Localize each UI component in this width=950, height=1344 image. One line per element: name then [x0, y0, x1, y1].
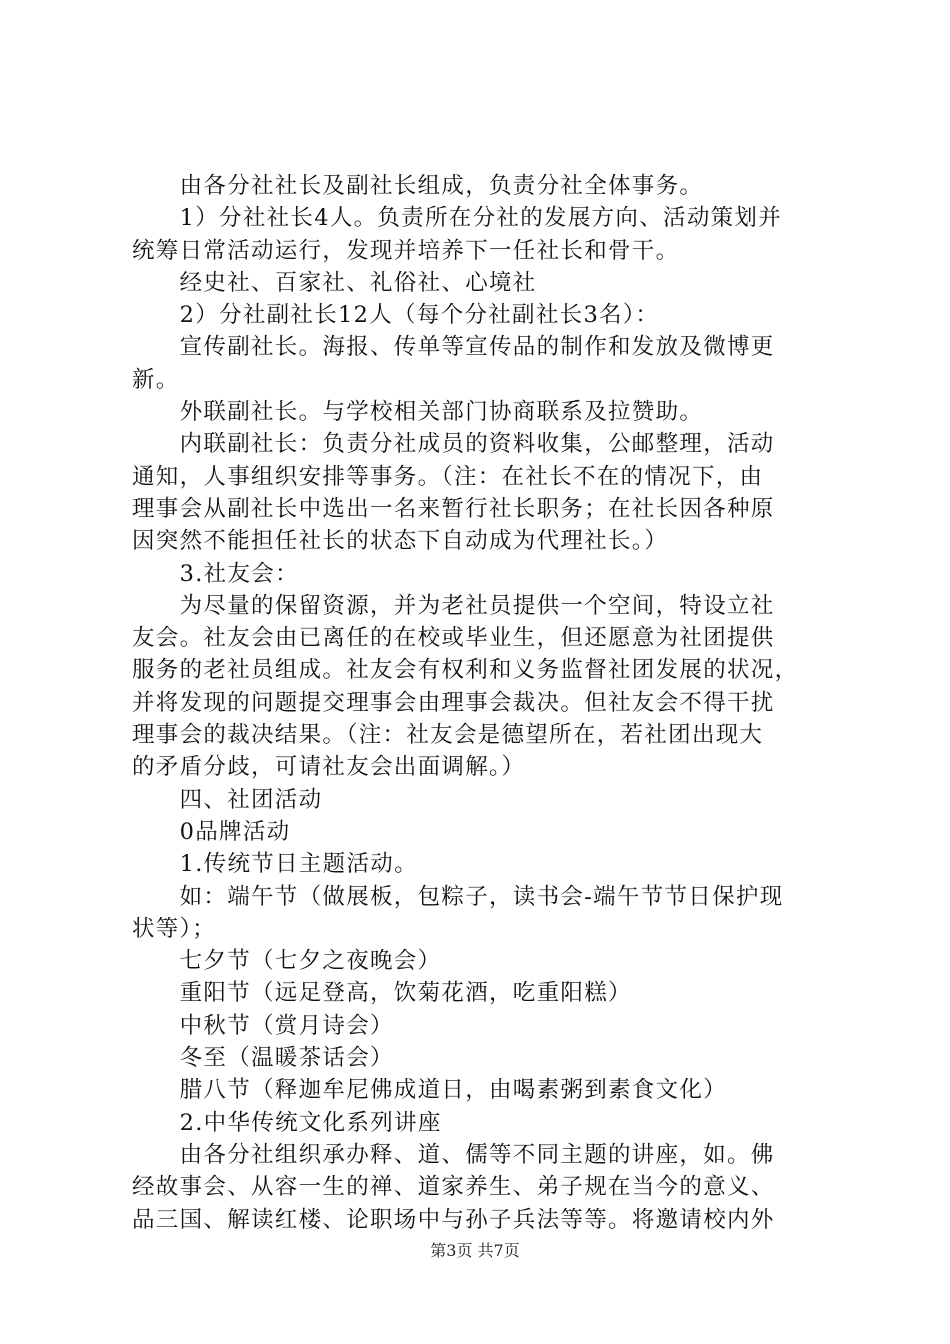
text-line: 0品牌活动	[132, 818, 291, 845]
text-line: 由各分社社长及副社长组成，负责分社全体事务。	[132, 173, 704, 199]
text-line: 外联副社长。与学校相关部门协商联系及拉赞助。	[132, 399, 704, 426]
text-line: 理事会的裁决结果。（注：社友会是德望所在，若社团出现大	[132, 722, 764, 749]
text-line: 状等）；	[132, 915, 216, 942]
text-line: 1.传统节日主题活动。	[132, 851, 418, 878]
text-line: 内联副社长：负责分社成员的资料收集，公邮整理，活动	[132, 431, 775, 458]
text-line: 品三国、解读红楼、论职场中与孙子兵法等等。将邀请校内外	[132, 1206, 775, 1233]
text-line: 的矛盾分歧，可请社友会出面调解。）	[132, 754, 526, 781]
text-line: 四、社团活动	[132, 786, 323, 813]
text-line: 1）分社社长4人。负责所在分社的发展方向、活动策划并	[132, 205, 783, 232]
text-line: 2.中华传统文化系列讲座	[132, 1109, 442, 1136]
text-line: 经史社、百家社、礼俗社、心境社	[132, 269, 537, 296]
text-line: 冬至（温暖茶话会）	[132, 1045, 394, 1072]
text-line: 七夕节（七夕之夜晚会）	[132, 948, 442, 975]
text-line: 理事会从副社长中选出一名来暂行社长职务；在社长因各种原	[132, 495, 775, 522]
text-line: 3.社友会：	[132, 560, 299, 587]
text-line: 中秋节（赏月诗会）	[132, 1012, 394, 1039]
text-line: 并将发现的问题提交理事会由理事会裁决。但社友会不得干扰	[132, 689, 775, 716]
text-line: 经故事会、从容一生的禅、道家养生、弟子规在当今的意义、	[132, 1174, 775, 1201]
body-text	[132, 170, 832, 1236]
text-line: 友会。社友会由已离任的在校或毕业生，但还愿意为社团提供	[132, 625, 775, 652]
text-line: 为尽量的保留资源，并为老社员提供一个空间，特设立社	[132, 592, 775, 619]
text-line: 因突然不能担任社长的状态下自动成为代理社长。）	[132, 528, 669, 555]
text-line: 服务的老社员组成。社友会有权利和义务监督社团发展的状况，	[132, 657, 799, 684]
text-line: 如：端午节（做展板，包粽子，读书会-端午节节日保护现	[132, 883, 784, 910]
text-line: 新。	[132, 366, 180, 393]
text-line: 腊八节（释迦牟尼佛成道日，由喝素粥到素食文化）	[132, 1077, 728, 1104]
text-line: 通知，人事组织安排等事务。（注：在社长不在的情况下，由	[132, 463, 764, 490]
page-number: 第3页 共7页	[430, 1241, 520, 1260]
text-line: 由各分社组织承办释、道、儒等不同主题的讲座，如。佛	[132, 1141, 775, 1168]
text-line: 2）分社副社长12人（每个分社副社长3名）：	[132, 302, 660, 329]
text-line: 宣传副社长。海报、传单等宣传品的制作和发放及微博更	[132, 334, 775, 361]
text-line: 统筹日常活动运行，发现并培养下一任社长和骨干。	[132, 237, 680, 264]
text-line: 重阳节（远足登高，饮菊花酒，吃重阳糕）	[132, 980, 632, 1007]
